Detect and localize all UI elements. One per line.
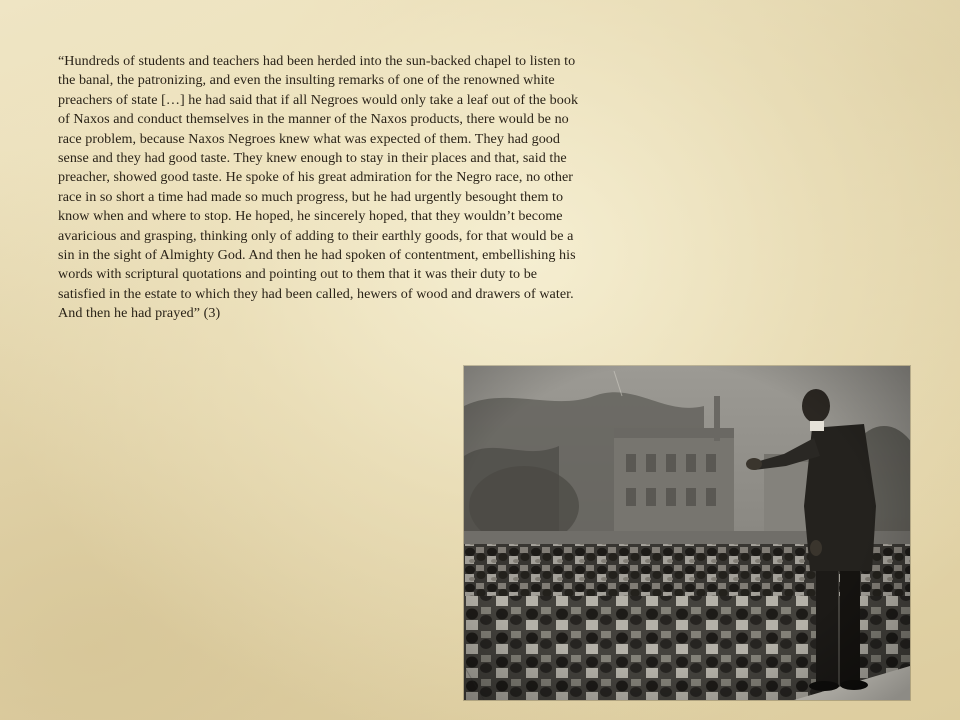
speaker-crowd-photo [464,366,910,700]
quote-text: “Hundreds of students and teachers had been herded into the sun-backed chapel to listen to the banal, the patronizing, and even the insulting remarks of one of the renowned white preachers of state […] he had said that if all Negroes would only take a leaf out of the book of Naxos and conduct themselves in the manner of the Naxos products, there would be no race problem, because Naxos Negroes knew what was expected of them. They had good sense and they had good taste. They knew enough to stay in their places and that, said the preacher, showed good taste. He spoke of his great admiration for the Negro race, no other race in so short a time had made so much progress, but he had urgently besought them to know when and where to stop. He hoped, he sincerely hoped, that they wouldn’t become avaricious and grasping, thinking only of adding to their earthly goods, for that would be a sin in the sight of Almighty God. And then he had spoken of contentment, embellishing his words with scriptural quotations and pointing out to them that it was their duty to be satisfied in the estate to which they had been called, hewers of wood and drawers of water. And then he had prayed” (3) [58,53,579,322]
photo-illustration [464,366,910,700]
